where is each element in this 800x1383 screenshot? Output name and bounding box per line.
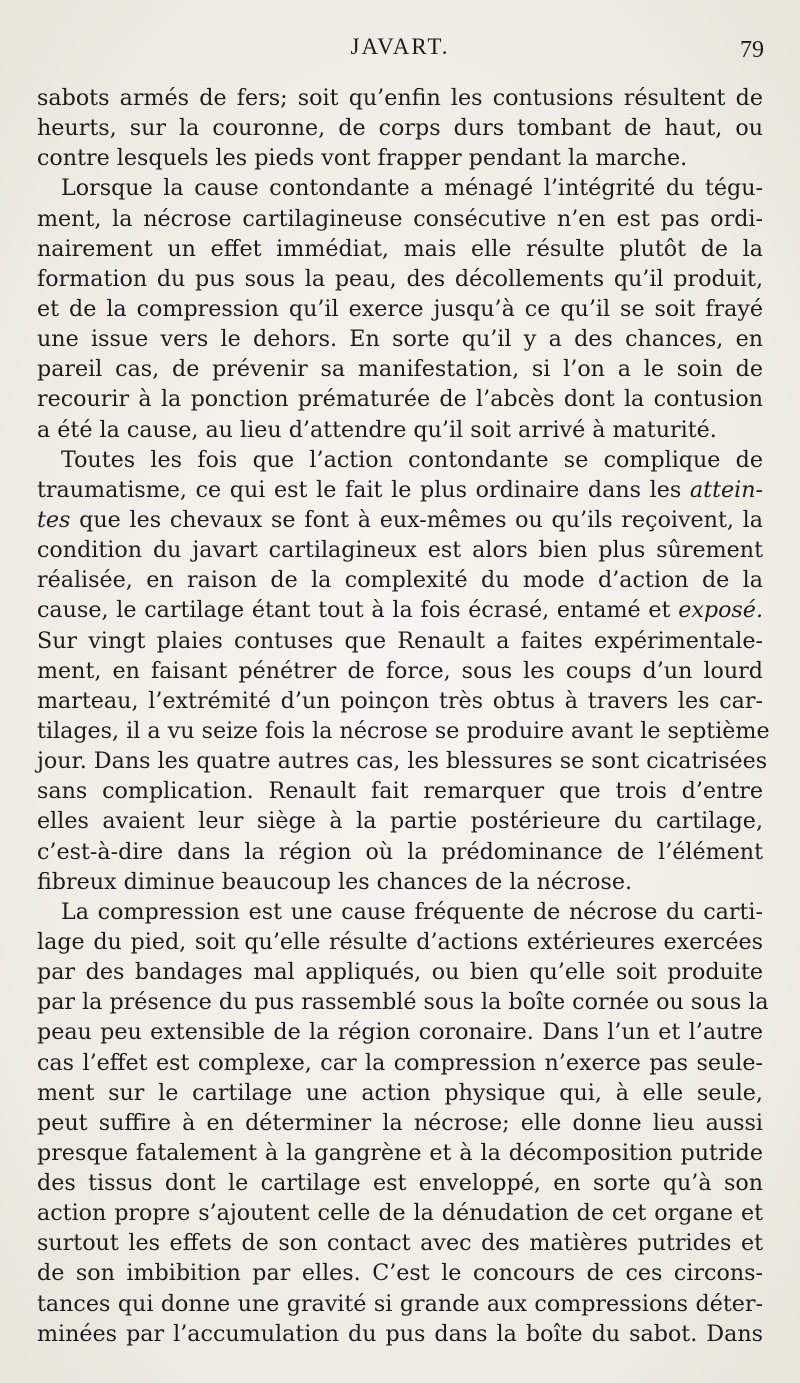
text-line: elles avaient leur siège à la partie postérieure du cartilage, — [37, 808, 763, 835]
text-line: Toutes les fois que l’action contondante se complique de — [61, 446, 763, 473]
text-line: presque fatalement à la gangrène et à la décomposition putride — [37, 1139, 763, 1166]
text-line: contre lesquels les pieds vont frapper pendant la marche. — [37, 145, 688, 172]
italic-run: attein- — [689, 476, 763, 503]
text-line: heurts, sur la couronne, de corps durs tombant de haut, ou — [37, 115, 763, 142]
text-line: nairement un effet immédiat, mais elle résulte plutôt de la — [37, 235, 763, 262]
text-line: par la présence du pus rassemblé sous la boîte cornée ou sous la — [37, 989, 769, 1016]
text-line: minées par l’accumulation du pus dans la boîte du sabot. Dans — [37, 1320, 763, 1347]
text-line: Lorsque la cause contondante a ménagé l’intégrité du tégu- — [61, 175, 763, 202]
text-run: traumatisme, ce qui est le fait le plus ordinaire dans les — [37, 476, 690, 503]
text-line: tances qui donne une gravité si grande aux compressions déter- — [37, 1290, 763, 1317]
text-run: que les chevaux se font à eux-mêmes ou qu’ils reçoivent, la — [70, 506, 763, 533]
text-run: cause, le cartilage étant tout à la fois écrasé, entamé et — [37, 597, 679, 624]
page-number: 79 — [740, 37, 764, 63]
text-line: marteau, l’extrémité d’un poinçon très obtus à travers les car- — [37, 687, 763, 714]
text-line: de son imbibition par elles. C’est le concours de ces circons- — [37, 1260, 763, 1287]
text-line: ment, en faisant pénétrer de force, sous les coups d’un lourd — [37, 657, 763, 684]
text-line: condition du javart cartilagineux est alors bien plus sûrement — [37, 537, 763, 564]
text-line: fibreux diminue beaucoup les chances de la nécrose. — [37, 868, 633, 895]
text-line: sabots armés de fers; soit qu’enfin les contusions résultent de — [37, 85, 763, 111]
text-line: recourir à la ponction prématurée de l’abcès dont la contusion — [37, 386, 763, 413]
italic-run: exposé. — [678, 597, 763, 624]
text-line: Sur vingt plaies contuses que Renault a faites expérimentale- — [37, 627, 763, 654]
text-line: des tissus dont le cartilage est enveloppé, en sorte qu’à son — [37, 1170, 763, 1197]
text-line: une issue vers le dehors. En sorte qu’il y a des chances, en — [37, 326, 763, 353]
text-line-with-italic — [37, 475, 763, 505]
running-head: JAVART. — [350, 34, 450, 59]
page-header — [30, 28, 770, 68]
text-line-with-italic — [37, 505, 763, 535]
text-line: formation du pus sous la peau, des décollements qu’il produit, — [37, 265, 763, 292]
text-line: jour. Dans les quatre autres cas, les blessures se sont cicatrisées — [37, 748, 768, 775]
text-line: ment, la nécrose cartilagineuse consécutive n’en est pas ordi- — [37, 205, 763, 232]
text-line: ment sur le cartilage une action physique qui, à elle seule, — [37, 1079, 763, 1106]
text-line: et de la compression qu’il exerce jusqu’à ce qu’il se soit frayé — [37, 295, 763, 322]
text-line: tilages, il a vu seize fois la nécrose se produire avant le septième — [37, 717, 770, 744]
text-line: cas l’effet est complexe, car la compression n’exerce pas seule- — [37, 1049, 763, 1076]
text-line: action propre s’ajoutent celle de la dénudation de cet organe et — [37, 1200, 763, 1227]
text-line: surtout les effets de son contact avec des matières putrides et — [37, 1230, 763, 1257]
text-line: par des bandages mal appliqués, ou bien qu’elle soit produite — [37, 959, 763, 986]
text-line: peau peu extensible de la région coronaire. Dans l’un et l’autre — [37, 1019, 763, 1046]
text-line: c’est-à-dire dans la région où la prédominance de l’élément — [37, 838, 763, 865]
italic-run: tes — [37, 506, 71, 533]
text-line-with-italic — [37, 595, 763, 625]
text-line: sans complication. Renault fait remarquer que trois d’entre — [37, 778, 763, 805]
text-line: La compression est une cause fréquente de nécrose du carti- — [61, 898, 763, 925]
text-line: réalisée, en raison de la complexité du mode d’action de la — [37, 567, 763, 594]
text-line: pareil cas, de prévenir sa manifestation, si l’on a le soin de — [37, 356, 763, 383]
text-line: lage du pied, soit qu’elle résulte d’actions extérieures exercées — [37, 928, 763, 955]
body-text — [37, 83, 770, 1349]
text-line: a été la cause, au lieu d’attendre qu’il soit arrivé à maturité. — [37, 416, 717, 443]
text-line: peut suffire à en déterminer la nécrose; elle donne lieu aussi — [37, 1109, 763, 1136]
